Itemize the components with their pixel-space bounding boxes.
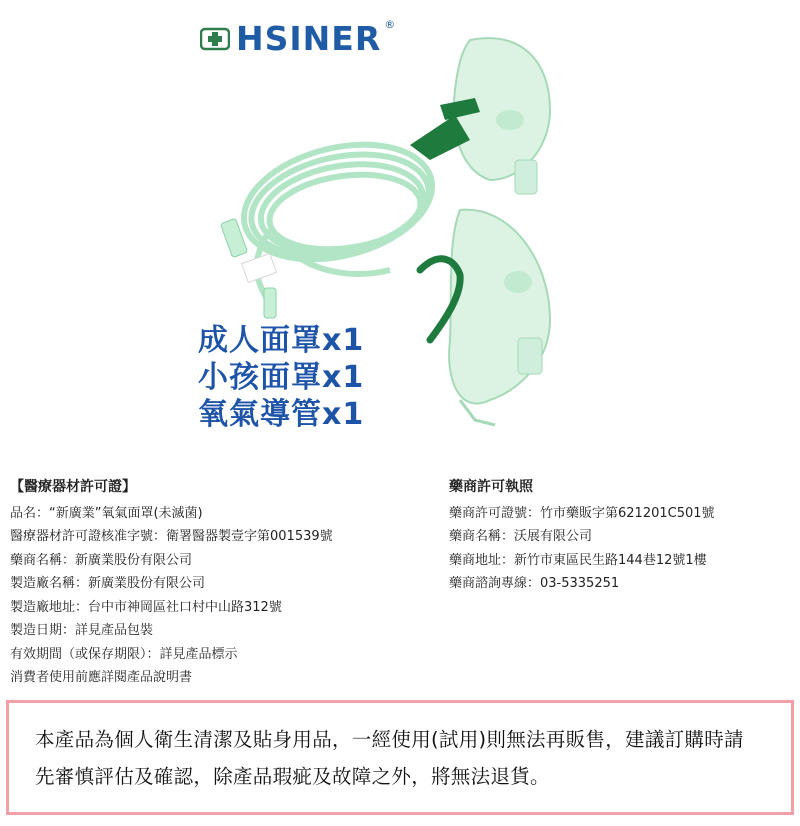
brand-logo	[200, 18, 396, 58]
license-heading: 【醫療器材許可證】	[10, 479, 136, 495]
notice-text: 本產品為個人衛生清潔及貼身用品，一經使用(試用)則無法再販售，建議訂購時請先審慎評估及確認，除產品瑕疵及故障之外，將無法退貨。	[35, 728, 744, 788]
license-line: 製造日期：詳見產品包裝	[10, 623, 154, 638]
pharmacy-line: 藥商諮詢專線：03-5335251	[449, 576, 620, 591]
pharmacy-line: 藥商許可證號：竹市藥販字第621201C501號	[449, 505, 715, 521]
pharmacy-license	[449, 476, 794, 596]
license-line: 消費者使用前應詳閱產品說明書	[10, 670, 193, 685]
license-line: 有效期間（或保存期限）：詳見產品標示	[10, 646, 238, 662]
pharmacy-line: 藥商名稱：沃展有限公司	[449, 529, 593, 544]
license-line: 製造廠名稱：新廣業股份有限公司	[10, 576, 206, 591]
oxygen-mask-image	[400, 20, 570, 440]
license-line: 製造廠地址：台中市神岡區社口村中山路312號	[10, 599, 282, 615]
medical-cross-icon	[200, 24, 230, 54]
license-line: 藥商名稱：新廣業股份有限公司	[10, 552, 193, 568]
registered-mark: ®	[384, 18, 396, 31]
contents-child-mask: 小孩面罩x1	[198, 360, 365, 395]
medical-device-license	[10, 476, 430, 690]
license-line: 醫療器材許可證核准字號：衛署醫器製壹字第001539號	[10, 529, 333, 544]
brand-name: HSINER	[236, 19, 382, 58]
contents-oxygen-tube: 氧氣導管x1	[198, 397, 365, 432]
return-policy-notice	[6, 700, 794, 815]
contents-adult-mask: 成人面罩x1	[198, 323, 365, 358]
pharmacy-heading: 藥商許可執照	[449, 479, 533, 495]
license-line: 品名：“新廣業”氧氣面罩(未滅菌)	[10, 505, 203, 521]
package-contents	[198, 322, 364, 433]
pharmacy-line: 藥商地址：新竹市東區民生路144巷12號1樓	[449, 552, 707, 568]
